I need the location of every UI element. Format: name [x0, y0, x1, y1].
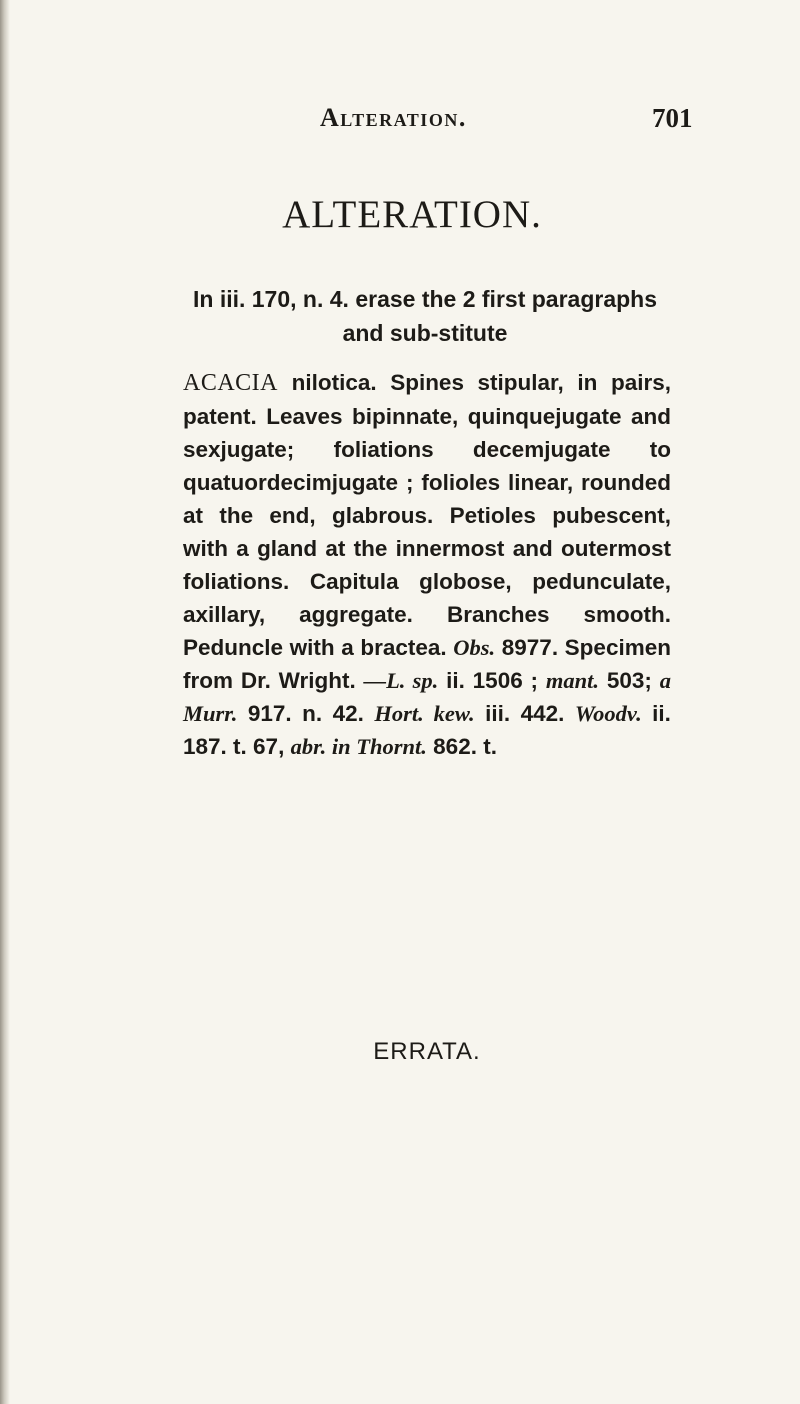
entry-description: Spines stipular, in pairs, patent. Leaves bipinnate, quinquejugate and sexjugate; foliations decemjugate to quatuordecimjugate ; folioles linear, rounded at the end, glabrous. Petioles pubescent, with a gland at the innermost and outermost foliations. Capitula globose, pedunculate, axillary, aggregate. Branches smooth. Peduncle with a bractea. — [183, 370, 671, 660]
obs-label: Obs. — [453, 635, 496, 660]
instruction-text: In iii. 170, n. 4. erase the 2 first paragraphs and sub-stitute — [192, 286, 658, 346]
reference-text: 917. n. 42. — [247, 701, 364, 726]
reference-text: ii. 1506 ; — [446, 668, 539, 693]
reference-label: a Murr. — [183, 668, 671, 726]
reference-label: mant. — [545, 668, 600, 693]
species-entry — [183, 366, 671, 763]
obs-text: 8977. Specimen from Dr. Wright. — [183, 635, 671, 693]
reference-text: 503; — [606, 668, 652, 693]
reference-text: 862. t. — [433, 734, 497, 759]
reference-text: iii. 442. — [485, 701, 565, 726]
reference-text: ii. 187. t. 67, — [183, 701, 671, 759]
reference-label: —L. sp. — [363, 668, 439, 693]
running-head — [0, 103, 800, 143]
page-number: 701 — [652, 103, 693, 133]
reference-label: abr. in Thornt. — [290, 734, 427, 759]
section-title: ALTERATION. — [282, 193, 542, 236]
reference-label: Woodv. — [574, 701, 642, 726]
running-head-title: Alteration. — [320, 103, 467, 132]
entry-genus: ACACIA — [183, 370, 279, 396]
entry-species: nilotica. — [291, 370, 377, 395]
errata-heading: ERRATA. — [373, 1038, 481, 1065]
reference-label: Hort. kew. — [374, 701, 475, 726]
